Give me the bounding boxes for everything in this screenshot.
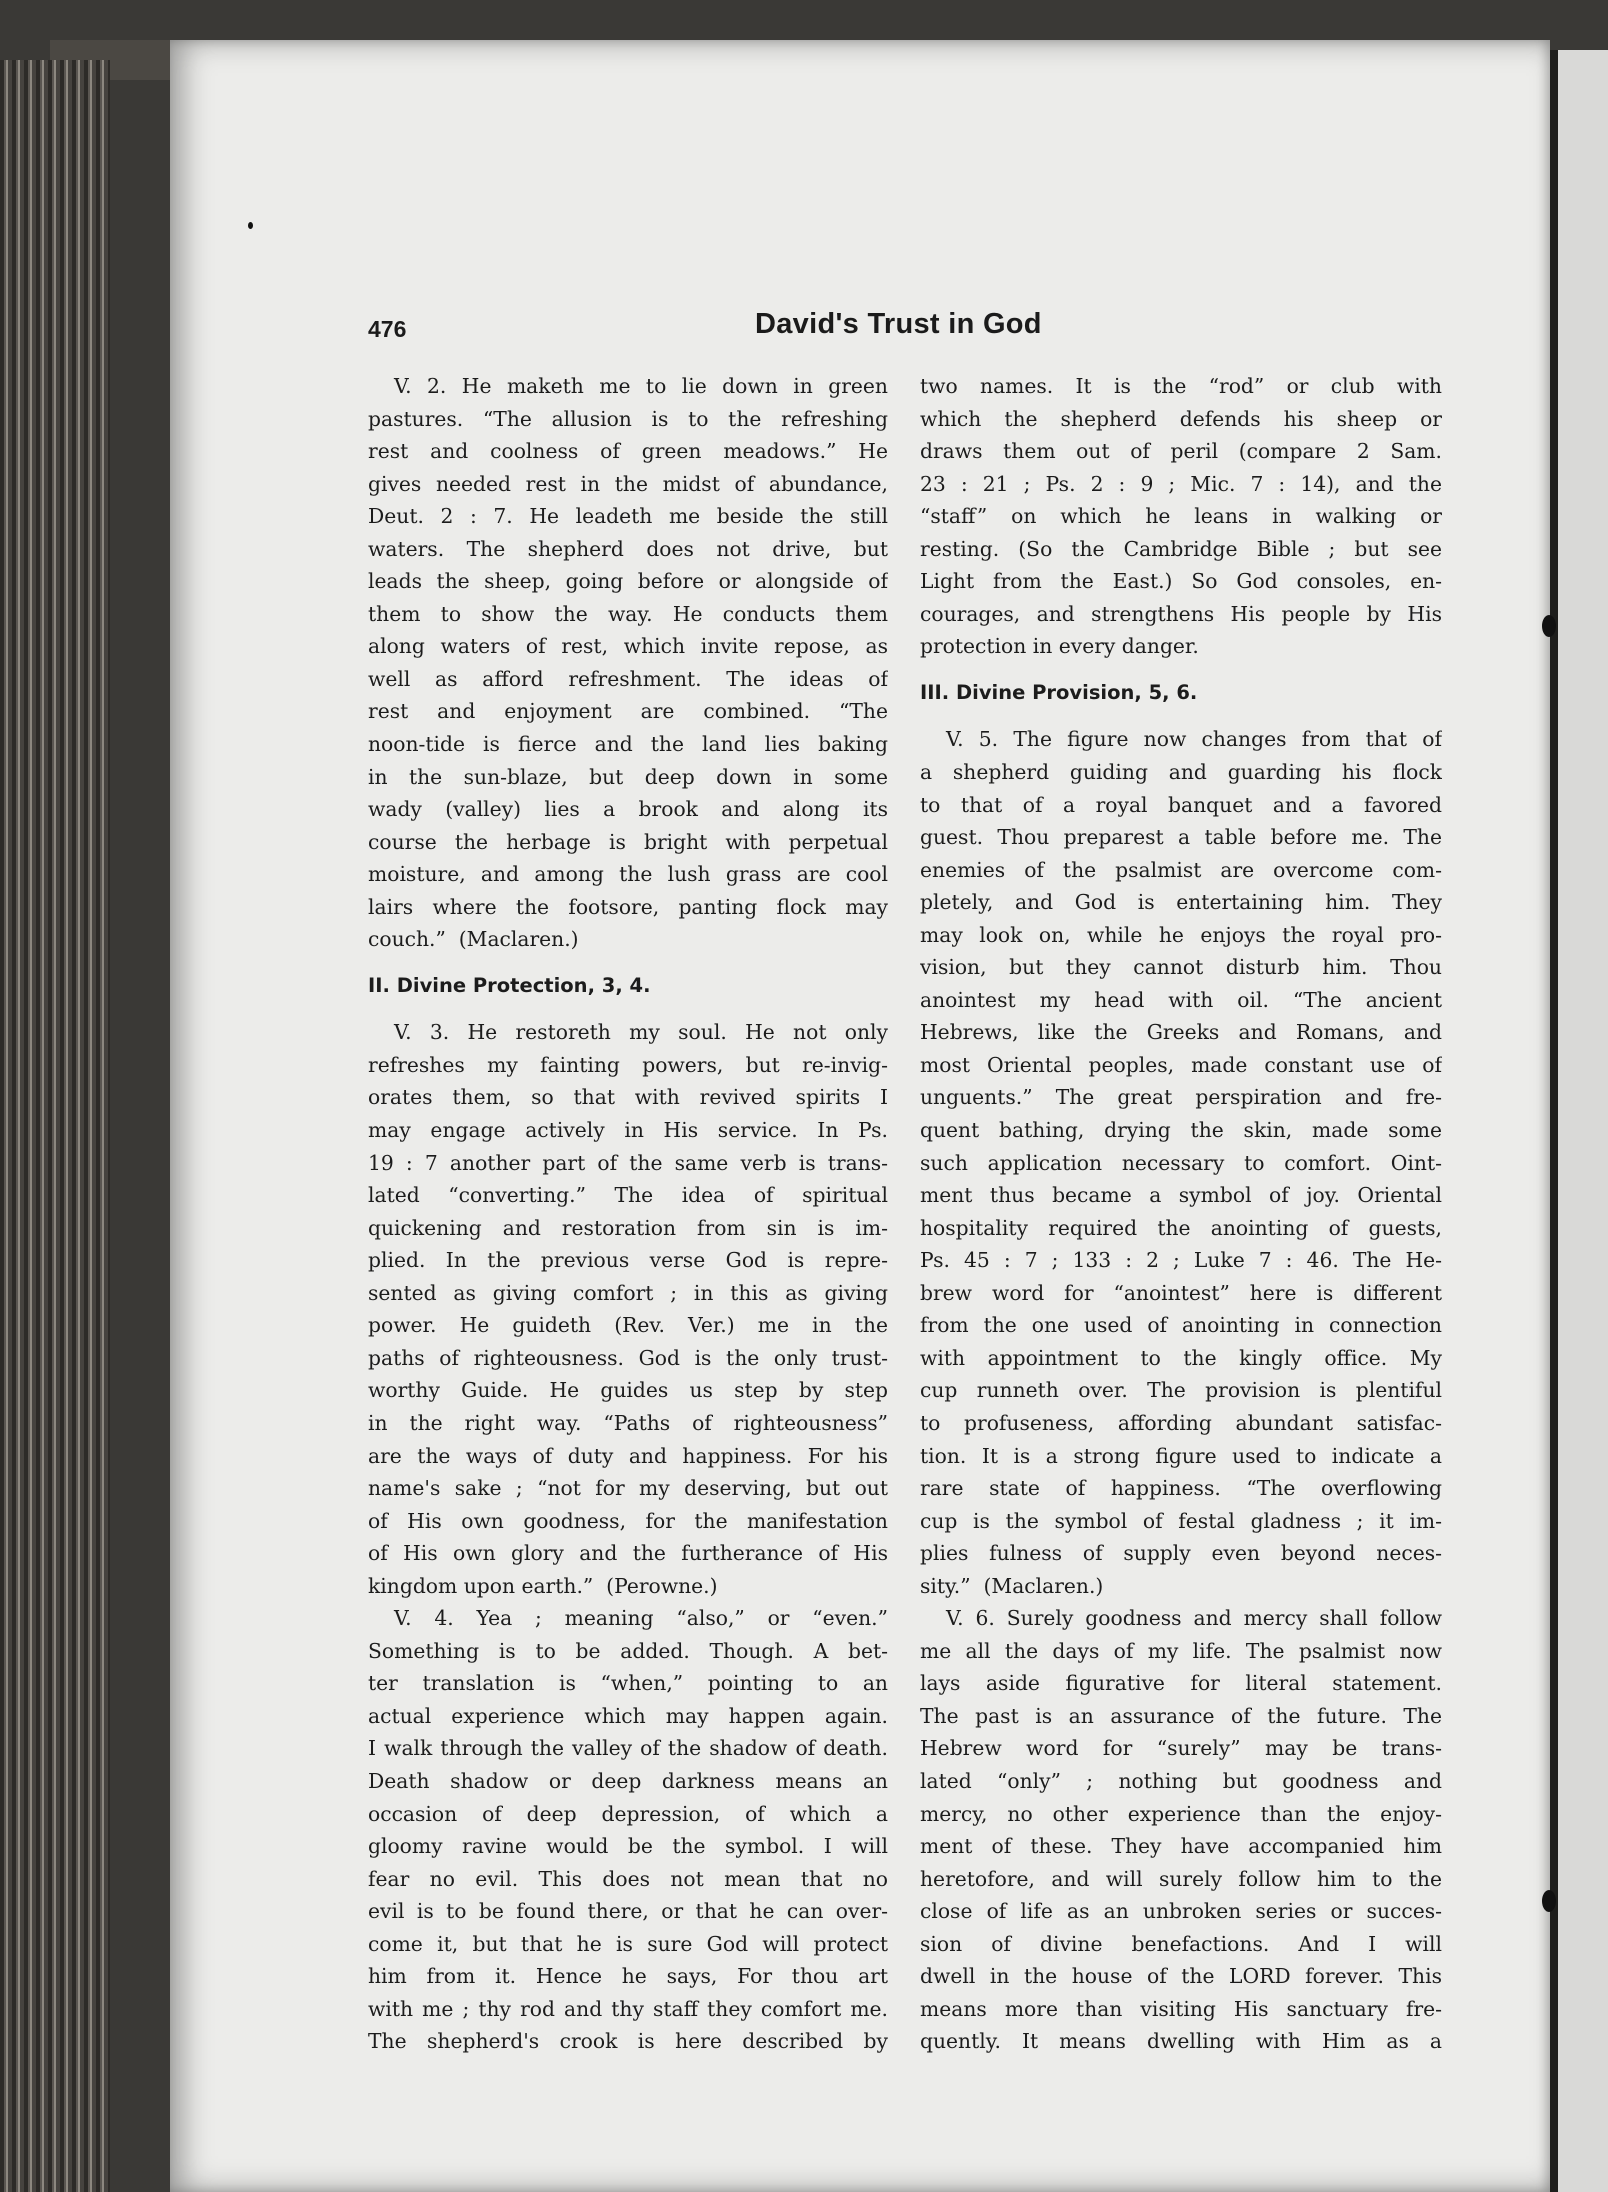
text-line: wady (valley) lies a brook and along its <box>368 797 888 822</box>
text-line: rest and enjoyment are combined. “The <box>368 699 888 724</box>
text-line: lays aside figurative for literal statement. <box>920 1671 1442 1696</box>
text-line: waters. The shepherd does not drive, but <box>368 536 888 561</box>
text-line: gloomy ravine would be the symbol. I will <box>368 1834 888 1859</box>
text-line: such application necessary to comfort. Oint- <box>920 1150 1442 1175</box>
text-line: V. 3. He restoreth my soul. He not only <box>394 1020 888 1045</box>
text-line: tion. It is a strong figure used to indicate a <box>920 1443 1442 1468</box>
text-line: well as afford refreshment. The ideas of <box>368 666 888 691</box>
text-line: him from it. Hence he says, For thou art <box>368 1964 888 1989</box>
text-line: anointest my head with oil. “The ancient <box>920 987 1442 1012</box>
text-line: heretofore, and will surely follow him to the <box>920 1866 1442 1891</box>
text-line: 23 : 21 ; Ps. 2 : 9 ; Mic. 7 : 14), and the <box>920 471 1442 496</box>
text-line: in the sun-blaze, but deep down in some <box>368 764 888 789</box>
text-line: dwell in the house of the LORD forever. This <box>920 1964 1442 1989</box>
text-line: “staff” on which he leans in walking or <box>920 504 1442 529</box>
text-line: vision, but they cannot disturb him. Thou <box>920 955 1442 980</box>
text-line: mercy, no other experience than the enjoy- <box>920 1801 1442 1826</box>
binding-mark <box>1542 1890 1556 1912</box>
text-line: quickening and restoration from sin is im- <box>368 1215 888 1240</box>
text-line: fear no evil. This does not mean that no <box>368 1866 888 1891</box>
text-line: to that of a royal banquet and a favored <box>920 792 1442 817</box>
text-line: plied. In the previous verse God is repre- <box>368 1248 888 1273</box>
book-page-edges <box>0 60 110 2192</box>
text-line: of His own glory and the furtherance of His <box>368 1541 888 1566</box>
text-line: Something is to be added. Though. A bet- <box>368 1638 888 1663</box>
text-line: V. 6. Surely goodness and mercy shall follow <box>946 1606 1442 1631</box>
text-line: enemies of the psalmist are overcome com- <box>920 857 1442 882</box>
paragraph-gap <box>920 709 1442 723</box>
running-head: David's Trust in God <box>755 308 1042 340</box>
text-line: occasion of deep depression, of which a <box>368 1801 888 1826</box>
text-line: ter translation is “when,” pointing to an <box>368 1671 888 1696</box>
text-line: sented as giving comfort ; in this as giving <box>368 1280 888 1305</box>
paragraph-gap <box>920 663 1442 677</box>
text-line: unguents.” The great perspiration and fre- <box>920 1085 1442 1110</box>
text-line: courages, and strengthens His people by His <box>920 601 1442 626</box>
section-heading: II. Divine Protection, 3, 4. <box>368 973 651 997</box>
text-line: ment thus became a symbol of joy. Oriental <box>920 1183 1442 1208</box>
text-line: means more than visiting His sanctuary fre- <box>920 1996 1442 2021</box>
text-line: name's sake ; “not for my deserving, but out <box>368 1476 888 1501</box>
text-line: V. 5. The figure now changes from that of <box>946 727 1442 752</box>
text-line: I walk through the valley of the shadow of death. <box>368 1736 888 1761</box>
text-line: rest and coolness of green meadows.” He <box>368 439 888 464</box>
text-line: me all the days of my life. The psalmist now <box>920 1638 1442 1663</box>
text-line: course the herbage is bright with perpetual <box>368 829 888 854</box>
text-line: V. 2. He maketh me to lie down in green <box>394 374 888 398</box>
text-line: pletely, and God is entertaining him. They <box>920 890 1442 915</box>
text-line: may look on, while he enjoys the royal pro- <box>920 922 1442 947</box>
text-line: quently. It means dwelling with Him as a <box>920 2029 1442 2054</box>
text-line: actual experience which may happen again. <box>368 1703 888 1728</box>
text-line: most Oriental peoples, made constant use of <box>920 1052 1442 1077</box>
text-line: sion of divine benefactions. And I will <box>920 1931 1442 1956</box>
text-line: with me ; thy rod and thy staff they comfort me. <box>368 1996 888 2021</box>
speck <box>248 222 253 229</box>
text-line: rare state of happiness. “The overflowing <box>920 1476 1442 1501</box>
text-line: two names. It is the “rod” or club with <box>920 374 1442 398</box>
text-line: Hebrew word for “surely” may be trans- <box>920 1736 1442 1761</box>
text-line: moisture, and among the lush grass are cool <box>368 862 888 887</box>
text-line: are the ways of duty and happiness. For his <box>368 1443 888 1468</box>
text-line: resting. (So the Cambridge Bible ; but see <box>920 536 1442 561</box>
text-line: to profuseness, affording abundant satisfac- <box>920 1410 1442 1435</box>
text-line: may engage actively in His service. In Ps. <box>368 1118 888 1143</box>
text-line: Death shadow or deep darkness means an <box>368 1768 888 1793</box>
text-line: plies fulness of supply even beyond neces- <box>920 1541 1442 1566</box>
text-line: cup is the symbol of festal gladness ; it im- <box>920 1508 1442 1533</box>
text-line: from the one used of anointing in connection <box>920 1313 1442 1338</box>
text-line: paths of righteousness. God is the only trust- <box>368 1345 888 1370</box>
paragraph-gap <box>368 1002 888 1016</box>
text-line: noon-tide is fierce and the land lies baking <box>368 732 888 757</box>
text-line: Hebrews, like the Greeks and Romans, and <box>920 1020 1442 1045</box>
text-line: quent bathing, drying the skin, made some <box>920 1118 1442 1143</box>
text-line: The shepherd's crook is here described by <box>368 2029 888 2054</box>
text-line: ment of these. They have accompanied him <box>920 1834 1442 1859</box>
text-line: pastures. “The allusion is to the refreshing <box>368 406 888 431</box>
text-line: in the right way. “Paths of righteousness” <box>368 1410 888 1435</box>
text-line: which the shepherd defends his sheep or <box>920 406 1442 431</box>
text-line: V. 4. Yea ; meaning “also,” or “even.” <box>394 1606 888 1631</box>
text-line: worthy Guide. He guides us step by step <box>368 1378 888 1403</box>
text-line: gives needed rest in the midst of abundance, <box>368 471 888 496</box>
text-line: a shepherd guiding and guarding his flock <box>920 760 1442 785</box>
paragraph-gap <box>368 956 888 970</box>
section-heading: III. Divine Provision, 5, 6. <box>920 680 1198 704</box>
text-line: lated “converting.” The idea of spiritual <box>368 1183 888 1208</box>
text-line: of His own goodness, for the manifestation <box>368 1508 888 1533</box>
binding-mark <box>1542 615 1556 637</box>
text-line: kingdom upon earth.” (Perowne.) <box>368 1573 718 1598</box>
text-line: sity.” (Maclaren.) <box>920 1573 1104 1598</box>
text-line: cup runneth over. The provision is plentiful <box>920 1378 1442 1403</box>
text-line: guest. Thou preparest a table before me. The <box>920 825 1442 850</box>
text-line: orates them, so that with revived spirits I <box>368 1085 888 1110</box>
facing-page-edge <box>1550 50 1608 2192</box>
text-line: close of life as an unbroken series or succes- <box>920 1899 1442 1924</box>
text-line: lairs where the footsore, panting flock may <box>368 894 888 919</box>
text-line: with appointment to the kingly office. My <box>920 1345 1442 1370</box>
text-line: them to show the way. He conducts them <box>368 601 888 626</box>
page-number: 476 <box>368 316 407 342</box>
text-line: leads the sheep, going before or alongside of <box>368 569 888 594</box>
text-line: Deut. 2 : 7. He leadeth me beside the still <box>368 504 888 529</box>
text-line: Light from the East.) So God consoles, en- <box>920 569 1442 594</box>
text-line: couch.” (Maclaren.) <box>368 927 579 952</box>
text-line: protection in every danger. <box>920 634 1199 659</box>
text-line: hospitality required the anointing of guests, <box>920 1215 1442 1240</box>
right-column <box>920 370 1442 2058</box>
text-line: The past is an assurance of the future. The <box>920 1703 1442 1728</box>
text-line: lated “only” ; nothing but goodness and <box>920 1768 1442 1793</box>
text-line: brew word for “anointest” here is different <box>920 1280 1442 1305</box>
left-column <box>368 370 888 2058</box>
text-line: Ps. 45 : 7 ; 133 : 2 ; Luke 7 : 46. The He- <box>920 1248 1442 1273</box>
text-line: 19 : 7 another part of the same verb is trans- <box>368 1150 888 1175</box>
text-line: evil is to be found there, or that he can over- <box>368 1899 888 1924</box>
text-line: power. He guideth (Rev. Ver.) me in the <box>368 1313 888 1338</box>
text-line: refreshes my fainting powers, but re-invig- <box>368 1052 888 1077</box>
text-line: draws them out of peril (compare 2 Sam. <box>920 439 1442 464</box>
text-line: come it, but that he is sure God will protect <box>368 1931 888 1956</box>
text-line: along waters of rest, which invite repose, as <box>368 634 888 659</box>
